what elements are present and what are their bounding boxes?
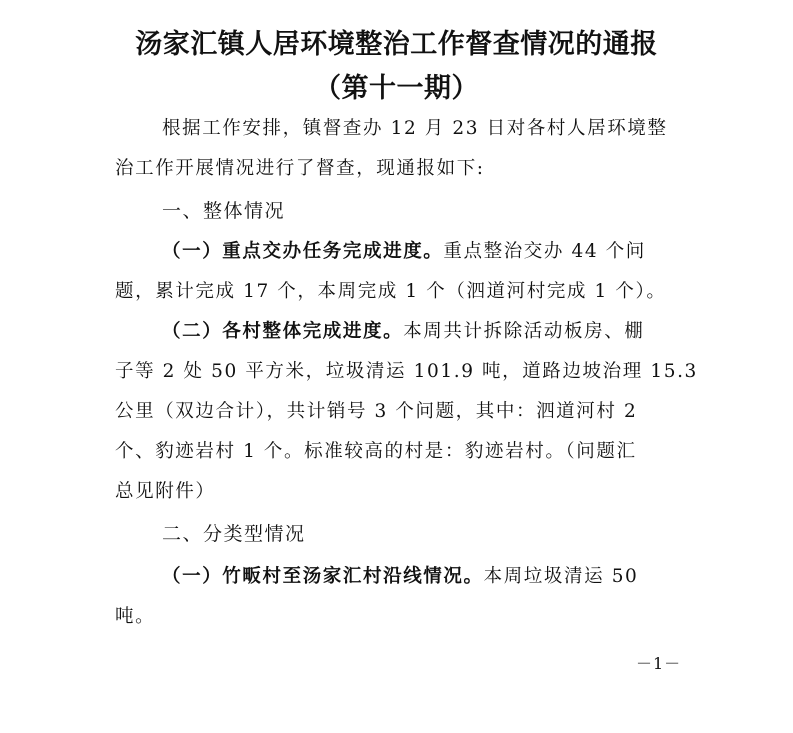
section-heading-overall: 一、整体情况 <box>162 200 286 222</box>
section1-item2-label: （二）各村整体完成进度。 <box>162 321 404 342</box>
section1-item2-text: 本周共计拆除活动板房、棚 <box>403 321 645 342</box>
section1-item1-text: 重点整治交办 44 个问 <box>443 241 646 262</box>
section2-item1-line1 <box>162 558 638 596</box>
section1-item2-line4: 个、豹迹岩村 1 个。标准较高的村是：豹迹岩村。（问题汇 <box>115 441 637 462</box>
intro-line-1: 根据工作安排，镇督查办 12 月 23 日对各村人居环境整 <box>162 118 668 139</box>
section1-item2-line3: 公里（双边合计），共计销号 3 个问题，其中：泗道河村 2 <box>115 401 638 422</box>
section1-item2-line5: 总见附件） <box>115 481 216 502</box>
section2-item1-label: （一）竹畈村至汤家汇村沿线情况。 <box>162 566 484 587</box>
page-number: －1－ <box>636 654 682 673</box>
section1-item1-label: （一）重点交办任务完成进度。 <box>162 241 444 262</box>
section2-item1-line2: 吨。 <box>115 606 156 627</box>
section1-item1-line1 <box>162 233 646 271</box>
intro-line-2: 治工作开展情况进行了督查，现通报如下: <box>115 158 485 179</box>
section1-item1-line2: 题，累计完成 17 个，本周完成 1 个（泗道河村完成 1 个）。 <box>115 281 667 302</box>
document-title: 汤家汇镇人居环境整治工作督查情况的通报 <box>135 29 658 60</box>
issue-number: （第十一期） <box>314 73 479 104</box>
section-heading-by-type: 二、分类型情况 <box>162 523 306 545</box>
section1-item2-line2: 子等 2 处 50 平方米，垃圾清运 101.9 吨，道路边坡治理 15.3 <box>115 361 698 382</box>
section1-item2-line1 <box>162 313 644 351</box>
section2-item1-text: 本周垃圾清运 50 <box>483 566 639 587</box>
